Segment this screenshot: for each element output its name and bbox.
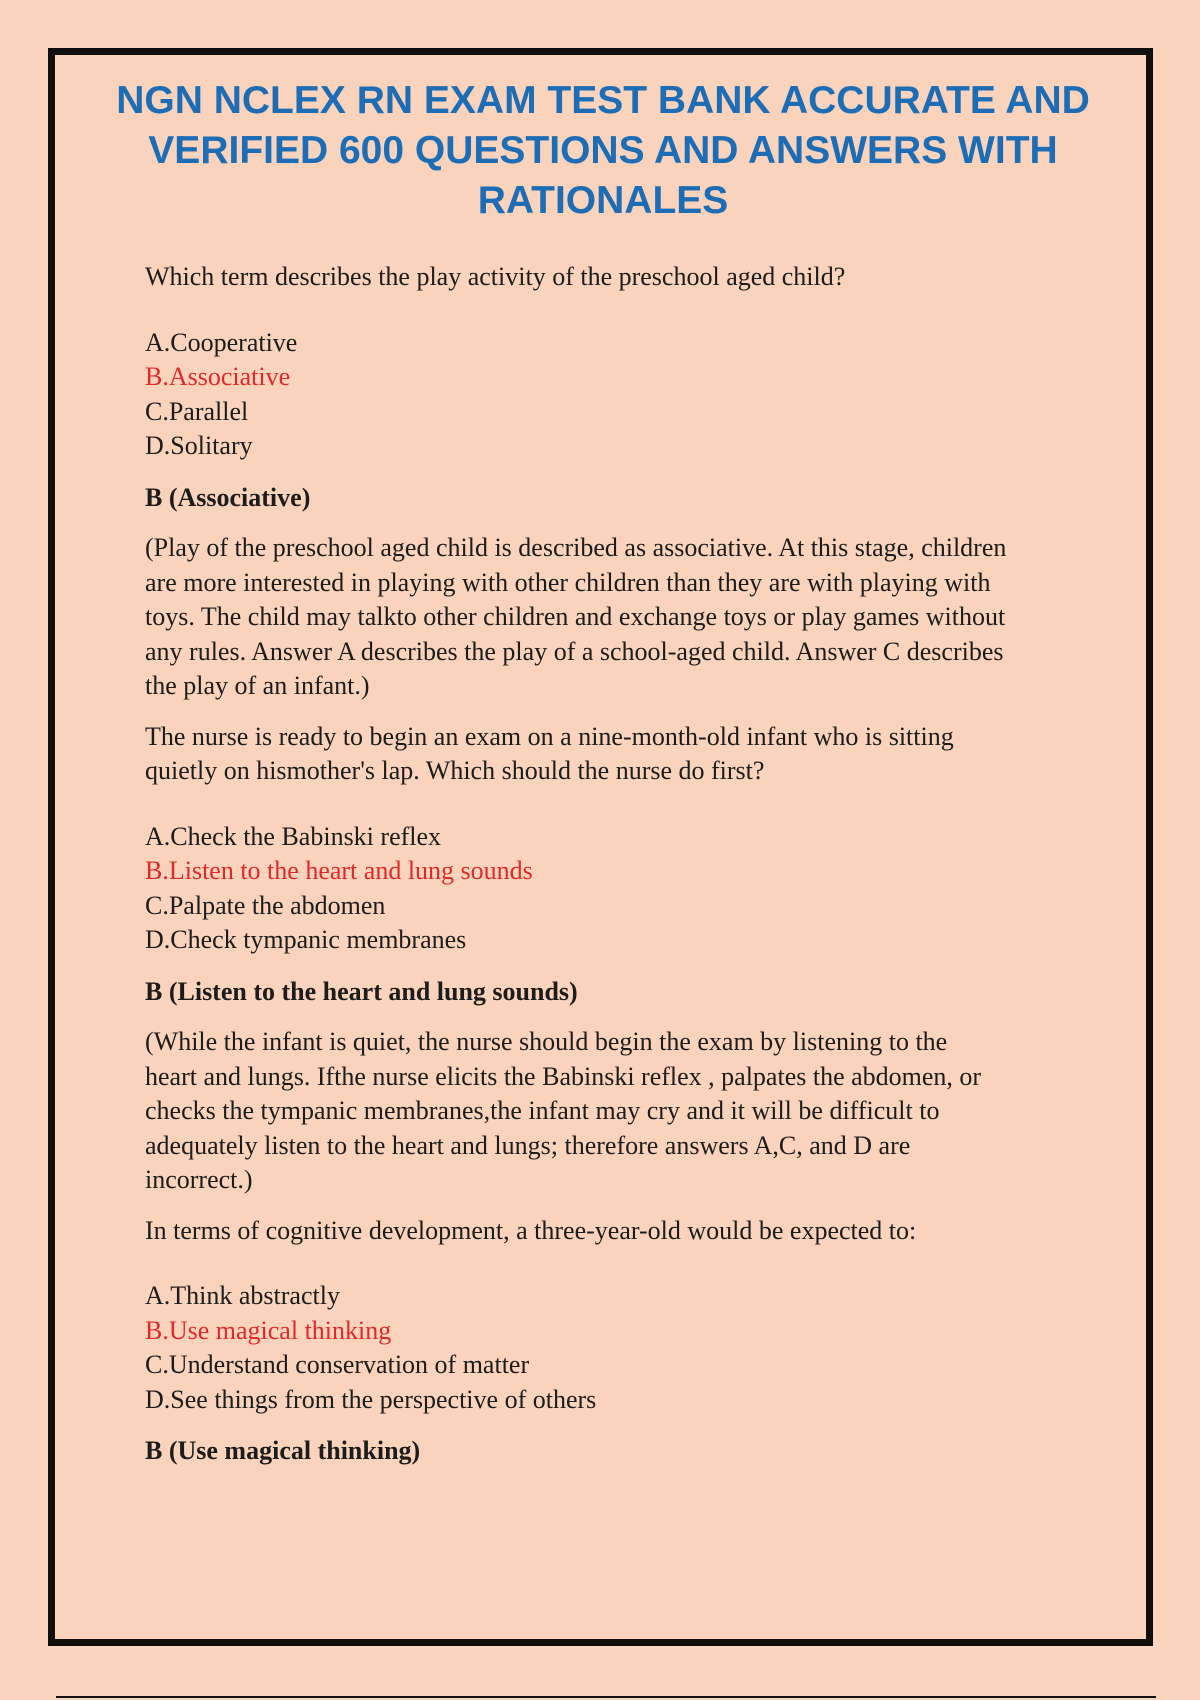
option-c: C.Palpate the abdomen: [145, 890, 386, 920]
question-1-text: Which term describes the play activity of the preschool aged child?: [145, 262, 846, 291]
rationale-line: any rules. Answer A describes the play of a school-aged child. Answer C describes: [145, 636, 1004, 666]
option-a: A.Think abstractly: [145, 1281, 340, 1310]
option-a: A.Cooperative: [145, 327, 298, 357]
question-line: quietly on hismother's lap. Which should the nurse do first?: [145, 756, 765, 785]
bottom-divider: [56, 1696, 1156, 1698]
title-line-1: NGN NCLEX RN EXAM TEST BANK ACCURATE AND: [116, 79, 1090, 122]
question-1-answer: B (Associative): [145, 482, 311, 512]
question-2-answer: B (Listen to the heart and lung sounds): [145, 976, 578, 1006]
option-d: D.See things from the perspective of others: [145, 1384, 597, 1414]
question-1-options: [145, 326, 1105, 464]
rationale-line: are more interested in playing with other children than they are with playing with: [145, 567, 991, 597]
option-d: D.Check tympanic membranes: [145, 925, 467, 954]
rationale-line: the play of an infant.): [145, 671, 370, 700]
question-line: The nurse is ready to begin an exam on a nine-month-old infant who is sitting: [145, 721, 954, 751]
question-3-options: [145, 1279, 1105, 1417]
question-3-text: In terms of cognitive development, a three-year-old would be expected to:: [145, 1215, 917, 1245]
option-c: C.Parallel: [145, 396, 249, 426]
option-c: C.Understand conservation of matter: [145, 1350, 530, 1379]
option-a: A.Check the Babinski reflex: [145, 821, 442, 851]
rationale-line: heart and lungs. Ifthe nurse elicits the Babinski reflex , palpates the abdomen, or: [145, 1061, 982, 1091]
question-2-options: [145, 820, 1105, 958]
question-1-rationale: [145, 531, 1105, 704]
option-d: D.Solitary: [145, 431, 253, 460]
option-b-correct: B.Listen to the heart and lung sounds: [145, 856, 533, 885]
question-3-answer: B (Use magical thinking): [145, 1436, 421, 1465]
title-line-2: VERIFIED 600 QUESTIONS AND ANSWERS WITH: [148, 129, 1058, 172]
document-title: [55, 76, 1151, 226]
rationale-line: checks the tympanic membranes,the infant may cry and it will be difficult to: [145, 1096, 940, 1125]
questions-content: [145, 260, 1105, 1485]
rationale-line: toys. The child may talkto other children and exchange toys or play games without: [145, 602, 1006, 631]
question-2-text: [145, 720, 1105, 789]
title-line-3: RATIONALES: [477, 179, 729, 222]
rationale-line: (While the infant is quiet, the nurse should begin the exam by listening to the: [145, 1027, 948, 1056]
option-b-correct: B.Use magical thinking: [145, 1315, 392, 1345]
rationale-line: (Play of the preschool aged child is described as associative. At this stage, children: [145, 533, 1007, 562]
option-b-correct: B.Associative: [145, 362, 291, 391]
rationale-line: incorrect.): [145, 1165, 253, 1194]
question-2-rationale: [145, 1025, 1105, 1198]
rationale-line: adequately listen to the heart and lungs; therefore answers A,C, and D are: [145, 1130, 911, 1160]
